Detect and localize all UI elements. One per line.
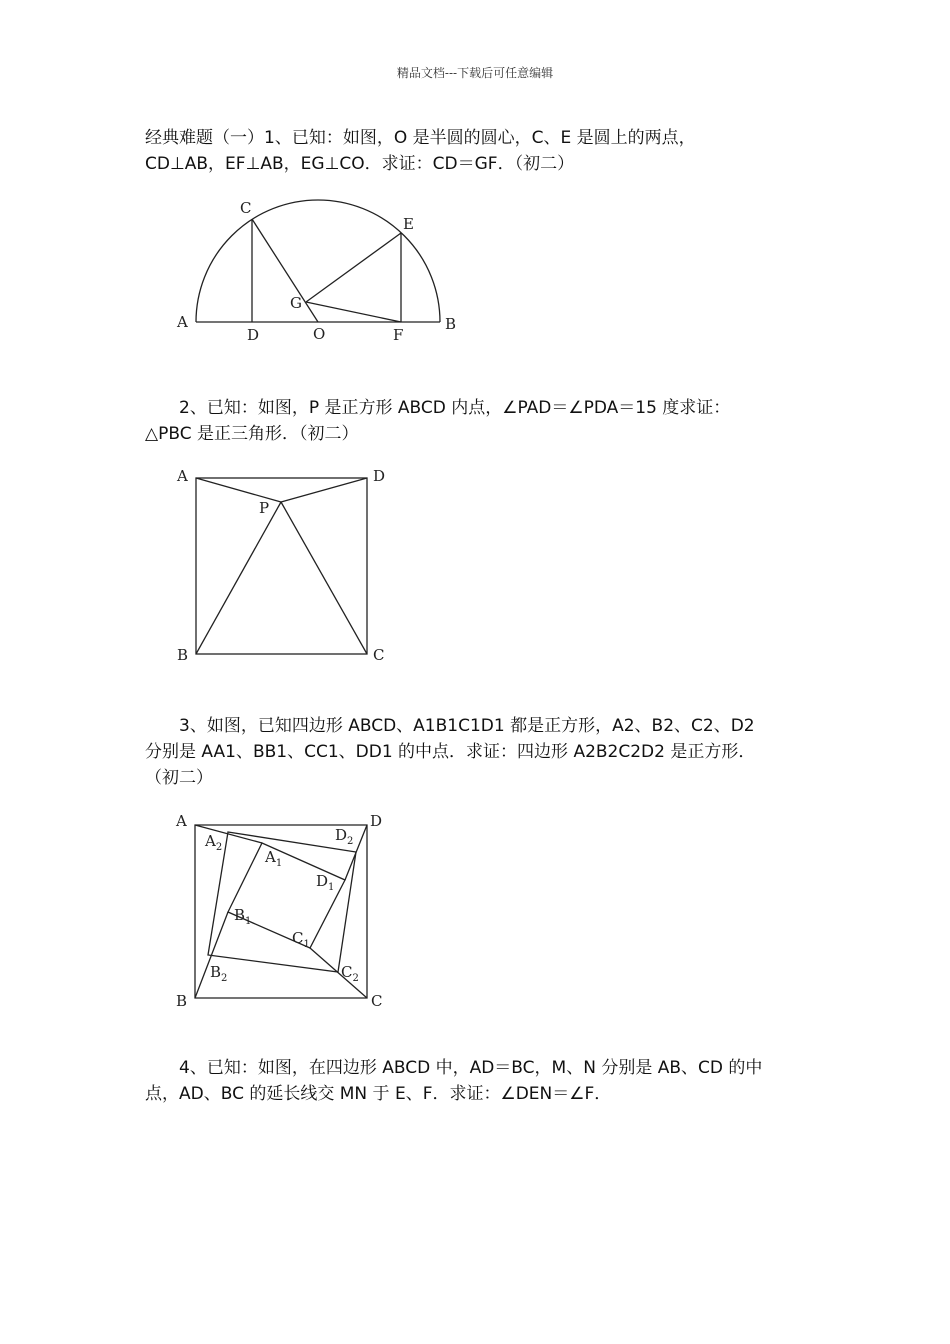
problem-3-line-2: 分别是 AA1、BB1、CC1、DD1 的中点．求证：四边形 A2B2C2D2 是正方形． <box>145 742 756 762</box>
label-d: D <box>247 326 260 344</box>
problem-1-line-1: 经典难题（一）1、已知：如图，O 是半圆的圆心，C、E 是圆上的两点， <box>145 128 696 148</box>
label-c1: $C_1$ <box>292 929 310 950</box>
label-e: E <box>403 215 414 233</box>
segment-bb1 <box>195 912 228 998</box>
label-f: F <box>393 326 404 344</box>
figure-3-nested-squares <box>170 810 400 1015</box>
label-d: D <box>373 467 386 485</box>
label-p: P <box>259 499 270 517</box>
segment-cp <box>281 502 367 654</box>
label-g: G <box>290 294 302 312</box>
square-a1b1c1d1 <box>228 843 345 948</box>
problem-4-text <box>145 1055 815 1107</box>
label-a: A <box>176 812 187 830</box>
square-abcd <box>196 478 367 654</box>
label-d1: $D_1$ <box>316 872 335 893</box>
problem-2-text <box>145 395 815 447</box>
label-b2: $B_2$ <box>210 963 228 984</box>
label-b1: $B_1$ <box>234 906 252 927</box>
label-a: A <box>177 467 188 485</box>
label-b: B <box>445 315 457 333</box>
label-o: O <box>313 325 326 343</box>
problem-3-line-1: 3、如图，已知四边形 ABCD、A1B1C1D1 都是正方形，A2、B2、C2、D2 <box>179 716 755 736</box>
label-c: C <box>240 199 252 217</box>
label-c: C <box>373 646 385 664</box>
segment-eg <box>306 233 401 302</box>
page-header: 精品文档---下载后可任意编辑 <box>396 66 554 80</box>
label-d: D <box>370 812 383 830</box>
problem-4-line-1: 4、已知：如图，在四边形 ABCD 中，AD＝BC，M、N 分别是 AB、CD 的中 <box>179 1058 763 1078</box>
figure-1-semicircle <box>170 195 470 355</box>
segment-co <box>252 219 318 322</box>
label-d2: $D_2$ <box>335 826 354 847</box>
label-a: A <box>177 313 188 331</box>
problem-2-line-1: 2、已知：如图，P 是正方形 ABCD 内点，∠PAD＝∠PDA＝15 度求证： <box>179 398 731 418</box>
label-b: B <box>176 992 188 1010</box>
problem-2-line-2: △PBC 是正三角形．（初二） <box>145 424 359 444</box>
problem-4-line-2: 点，AD、BC 的延长线交 MN 于 E、F．求证：∠DEN＝∠F． <box>145 1084 612 1104</box>
segment-gf <box>306 302 401 322</box>
label-a2: $A_2$ <box>205 832 223 853</box>
figure-2-square <box>170 465 400 675</box>
problem-3-text <box>145 713 815 791</box>
label-c: C <box>371 992 383 1010</box>
segment-dp <box>281 478 367 502</box>
problem-1-text <box>145 125 815 177</box>
label-a1: $A_1$ <box>265 848 283 869</box>
segment-dd1 <box>345 825 367 880</box>
segment-bp <box>196 502 281 654</box>
label-b: B <box>177 646 189 664</box>
problem-3-line-3: （初二） <box>145 768 213 788</box>
label-c2: $C_2$ <box>341 963 359 984</box>
problem-1-line-2: CD⊥AB，EF⊥AB，EG⊥CO．求证：CD＝GF．（初二） <box>145 154 575 174</box>
